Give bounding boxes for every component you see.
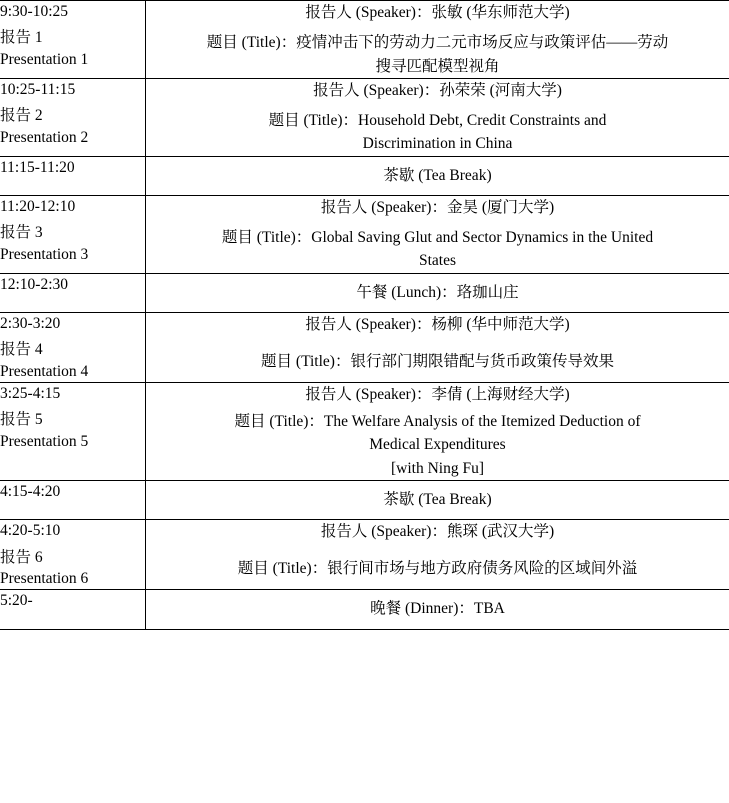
coauthor-line: [with Ning Fu] [391, 459, 484, 477]
session-label-en: Presentation 1 [0, 50, 89, 68]
session-label-cn: 报告 5 [0, 411, 43, 429]
time-cell [0, 156, 146, 195]
detail-cell [146, 273, 729, 312]
detail-cell [146, 312, 729, 382]
session-label-cn: 报告 3 [0, 224, 43, 242]
time-range: 11:15-11:20 [0, 158, 75, 176]
session-label-cn: 报告 6 [0, 548, 43, 566]
speaker-line: 报告人 (Speaker)：张敏 (华东师范大学) [305, 4, 570, 21]
time-range: 5:20- [0, 592, 33, 610]
speaker-line: 报告人 (Speaker)：李倩 (上海财经大学) [305, 385, 570, 403]
title-line-cont: Medical Expenditures [369, 436, 506, 454]
lunch-label: 午餐 (Lunch)：珞珈山庄 [356, 283, 519, 301]
time-range: 10:25-11:15 [0, 80, 76, 98]
title-line: 题目 (Title)：银行间市场与地方政府债务风险的区域间外溢 [237, 560, 638, 578]
time-cell [0, 480, 146, 519]
dinner-label: 晚餐 (Dinner)：TBA [370, 600, 505, 618]
session-label-en: Presentation 6 [0, 569, 89, 587]
time-cell [0, 382, 146, 480]
speaker-line: 报告人 (Speaker)：熊琛 (武汉大学) [320, 523, 555, 541]
time-cell [0, 195, 146, 273]
detail-cell [146, 78, 729, 156]
detail-cell [146, 590, 729, 629]
title-line-cont: States [418, 252, 457, 270]
title-line-cont: 搜寻匹配模型视角 [375, 57, 500, 75]
table-row [0, 1, 729, 79]
session-label-cn: 报告 4 [0, 341, 43, 359]
session-label-cn: 报告 1 [0, 29, 43, 47]
time-cell [0, 273, 146, 312]
detail-cell [146, 480, 729, 519]
detail-cell [146, 156, 729, 195]
title-line: 题目 (Title)：银行部门期限错配与货币政策传导效果 [261, 353, 614, 370]
detail-cell [146, 382, 729, 480]
break-label: 茶歇 (Tea Break) [383, 490, 492, 508]
title-line: 题目 (Title)：Household Debt, Credit Constraints and [268, 112, 607, 129]
time-range: 4:20-5:10 [0, 522, 61, 540]
title-line: 题目 (Title)：疫情冲击下的劳动力二元市场反应与政策评估——劳动 [206, 34, 669, 52]
table-row [0, 520, 729, 590]
detail-cell [146, 195, 729, 273]
speaker-line: 报告人 (Speaker)：孙荣荣 (河南大学) [313, 81, 562, 99]
table-row [0, 590, 729, 629]
session-label-en: Presentation 2 [0, 128, 89, 146]
session-label-en: Presentation 5 [0, 432, 89, 450]
title-line: 题目 (Title)：Global Saving Glut and Sector Dynamics in the United [221, 229, 654, 246]
title-line-cont: Discrimination in China [362, 135, 513, 153]
table-row [0, 195, 729, 273]
table-row [0, 480, 729, 519]
detail-cell [146, 520, 729, 590]
session-label-cn: 报告 2 [0, 107, 43, 125]
time-range: 11:20-12:10 [0, 197, 76, 215]
time-cell [0, 590, 146, 629]
time-range: 2:30-3:20 [0, 314, 61, 332]
table-row [0, 78, 729, 156]
time-cell [0, 78, 146, 156]
table-row [0, 156, 729, 195]
time-range: 9:30-10:25 [0, 3, 69, 20]
time-cell [0, 1, 146, 79]
time-range: 4:15-4:20 [0, 482, 61, 500]
title-line: 题目 (Title)：The Welfare Analysis of the Itemized Deduction of [234, 413, 641, 431]
speaker-line: 报告人 (Speaker)：金昊 (厦门大学) [320, 198, 555, 216]
time-cell [0, 312, 146, 382]
table-row [0, 312, 729, 382]
time-range: 3:25-4:15 [0, 384, 61, 402]
time-range: 12:10-2:30 [0, 275, 69, 293]
detail-cell [146, 1, 729, 79]
session-label-en: Presentation 3 [0, 245, 89, 263]
schedule-body [0, 1, 729, 630]
time-cell [0, 520, 146, 590]
speaker-line: 报告人 (Speaker)：杨柳 (华中师范大学) [305, 315, 570, 333]
table-row [0, 382, 729, 480]
break-label: 茶歇 (Tea Break) [383, 166, 492, 184]
table-row [0, 273, 729, 312]
session-label-en: Presentation 4 [0, 362, 89, 380]
